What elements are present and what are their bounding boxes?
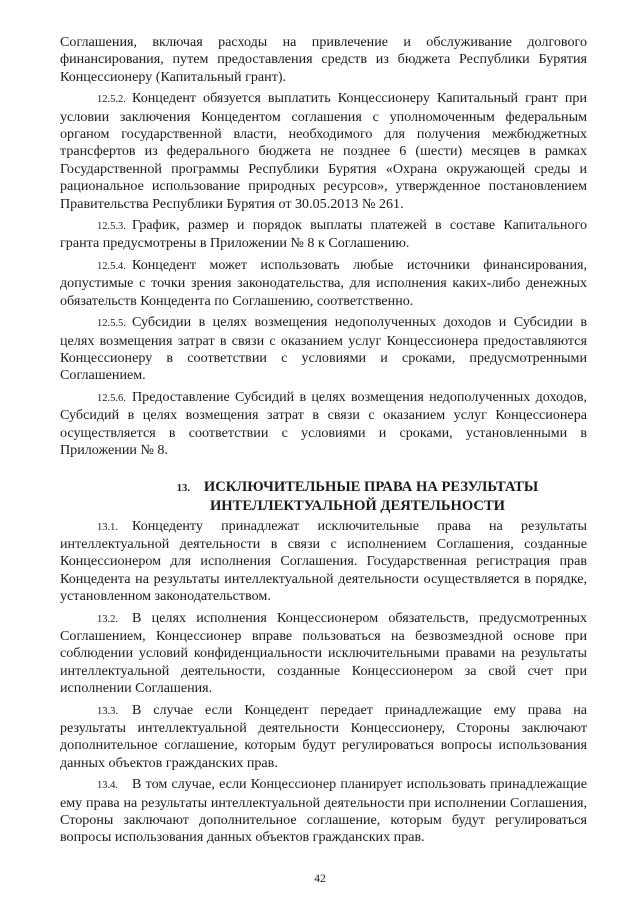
- clause-number: 13.2.: [97, 613, 118, 625]
- clause-12-5-3: [60, 217, 587, 253]
- page-number: 42: [314, 873, 326, 885]
- clause-text: В том случае, если Концессионер планирует использовать принадлежащие ему права на результаты интеллектуальной деятельности при исполнении Соглашения, Стороны заключают дополнительное соглашение, которым будут регулироваться вопросы использования данных объектов гражданских прав.: [60, 776, 587, 846]
- clause-number: 12.5.3.: [97, 221, 126, 233]
- clause-12-5-2: [60, 90, 587, 213]
- clause-text: Концедент может использовать любые источники финансирования, допустимые с точки зрения законодательства, для исполнения каких-либо денежных обязательств Концедента по Соглашению, соответственно.: [60, 256, 587, 309]
- clause-number: 12.5.2.: [97, 94, 126, 106]
- clause-13-1: [60, 518, 587, 606]
- clause-number: 13.4.: [97, 780, 118, 792]
- clause-number: 12.5.5.: [97, 318, 126, 330]
- document-page: [60, 34, 587, 847]
- section-title-line1: ИСКЛЮЧИТЕЛЬНЫЕ ПРАВА НА РЕЗУЛЬТАТЫ: [203, 479, 539, 496]
- clause-13-3: [60, 702, 587, 773]
- clause-text: Концеденту принадлежат исключительные права на результаты интеллектуальной деятельности в связи с исполнением Соглашения, созданные Концессионером для исполнения Соглашения. Государственная регистрация прав Концедента на результаты интеллектуальной деятельности осуществляется в порядке, установленном законодательством.: [60, 517, 587, 605]
- paragraph-continuation: Соглашения, включая расходы на привлечение и обслуживание долгового финансирования, путем предоставления средств из бюджета Республики Бурятия Концессионеру (Капитальный грант).: [60, 34, 587, 85]
- clause-number: 12.5.6.: [97, 392, 126, 404]
- clause-12-5-6: [60, 389, 587, 460]
- clause-text: В случае если Концедент передает принадлежащие ему права на результаты интеллектуальной деятельности Концессионеру, Стороны заключают дополнительное соглашение, которым будут регулироваться вопросы использования данных объектов гражданских прав.: [60, 701, 587, 771]
- section-heading: [60, 479, 587, 515]
- clause-13-4: [60, 776, 587, 847]
- clause-text: Субсидии в целях возмещения недополученных доходов и Субсидии в целях возмещения затрат в связи с оказанием услуг Концессионера предоставляются Концессионеру в соответствии с условиями и сроками, предусмотренными Соглашением.: [60, 314, 587, 384]
- clause-number: 13.1.: [97, 521, 118, 533]
- clause-text: График, размер и порядок выплаты платежей в составе Капитального гранта предусмотрены в Приложении № 8 к Соглашению.: [60, 217, 587, 252]
- section-number: 13.: [176, 483, 190, 495]
- clause-12-5-5: [60, 314, 587, 385]
- clause-12-5-4: [60, 257, 587, 310]
- clause-text: Предоставление Субсидий в целях возмещения недополученных доходов, Субсидий в целях возмещения затрат в связи с оказанием услуг Концессионера осуществляется в соответствии с условиями и сроками, установленными в Приложении № 8.: [60, 388, 587, 458]
- clause-text: В целях исполнения Концессионером обязательств, предусмотренных Соглашением, Концессионер вправе пользоваться на безвозмездной основе при соблюдении условий конфиденциальности исключительными правами на результаты интеллектуальной деятельности, созданные Концессионером за свой счет при исполнении Соглашения.: [60, 609, 587, 697]
- clause-13-2: [60, 610, 587, 698]
- clause-number: 13.3.: [97, 705, 118, 717]
- section-title-line2: ИНТЕЛЛЕКТУАЛЬНОЙ ДЕЯТЕЛЬНОСТИ: [209, 497, 506, 514]
- clause-text: Концедент обязуется выплатить Концессионеру Капитальный грант при условии заключения Концедентом соглашения с уполномоченным федеральным органом государственной власти, необходимого для получения межбюджетных трансфертов из федерального бюджета не позднее 6 (шести) месяцев в рамках Государственной программы Республики Бурятия «Охрана окружающей среды и рациональное использование природных ресурсов», утвержденное постановлением Правительства Республики Бурятия от 30.05.2013 № 261.: [60, 90, 587, 212]
- clause-number: 12.5.4.: [97, 260, 126, 272]
